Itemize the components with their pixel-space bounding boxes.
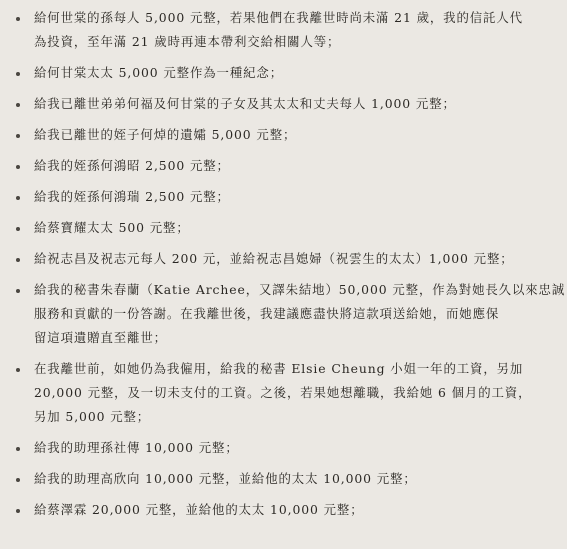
bequest-text-line: 為投資，至年滿 21 歲時再連本帶利交給相關人等； <box>34 34 341 49</box>
bullet-dot-icon <box>16 17 20 21</box>
bequest-item <box>16 498 557 522</box>
bequest-item <box>16 247 557 271</box>
bequest-text-line: 20,000 元整，及一切未支付的工資。之後，若果她想離職，我給她 6 個月的工資， <box>34 385 532 400</box>
item-spacer <box>16 209 557 216</box>
bequest-text-line: 給祝志昌及祝志元每人 200 元，並給祝志昌媳婦（祝雲生的太太）1,000 元整； <box>34 251 514 266</box>
bequest-item <box>16 357 557 429</box>
bequest-text-line: 給我的秘書朱春蘭（Katie Archee，又譯朱結地）50,000 元整，作為對她長久以來忠誠 <box>34 282 566 297</box>
bequest-text <box>34 216 557 240</box>
bequest-text-line: 給何世棠的孫每人 5,000 元整，若果他們在我離世時尚未滿 21 歲，我的信託人代 <box>34 10 523 25</box>
bequest-item <box>16 185 557 209</box>
bequest-item <box>16 123 557 147</box>
bequest-text <box>34 185 557 209</box>
bullet-dot-icon <box>16 289 20 293</box>
bequest-item <box>16 61 557 85</box>
bequest-text-line: 給蔡寶耀太太 500 元整； <box>34 220 190 235</box>
bequest-text <box>34 123 557 147</box>
bequest-text-line: 給我已離世弟弟何福及何甘棠的子女及其太太和丈夫每人 1,000 元整； <box>34 96 456 111</box>
bequest-text-line: 另加 5,000 元整； <box>34 409 151 424</box>
bequest-text <box>34 436 557 460</box>
bequest-item <box>16 216 557 240</box>
bequest-item <box>16 467 557 491</box>
bequest-text <box>34 278 565 350</box>
bequest-text-line: 給我的姪孫何鴻昭 2,500 元整； <box>34 158 230 173</box>
bullet-dot-icon <box>16 72 20 76</box>
bequest-text-line: 給我的姪孫何鴻瑞 2,500 元整； <box>34 189 230 204</box>
item-spacer <box>16 85 557 92</box>
bequest-text <box>34 61 557 85</box>
bequest-text <box>34 247 557 271</box>
item-spacer <box>16 240 557 247</box>
item-spacer <box>16 491 557 498</box>
bullet-dot-icon <box>16 478 20 482</box>
bequest-text-line: 給我已離世的姪子何焯的遺孀 5,000 元整； <box>34 127 297 142</box>
bullet-dot-icon <box>16 368 20 372</box>
bequest-text-line: 服務和貢獻的一份答謝。在我離世後，我建議應盡快將這款項送給她，而她應保 <box>34 306 500 321</box>
bequest-item <box>16 92 557 116</box>
item-spacer <box>16 178 557 185</box>
bequest-text-line: 給何甘棠太太 5,000 元整作為一種紀念； <box>34 65 284 80</box>
item-spacer <box>16 271 557 278</box>
bequest-text <box>34 467 557 491</box>
bullet-dot-icon <box>16 447 20 451</box>
bequest-item <box>16 278 566 350</box>
item-spacer <box>16 350 557 357</box>
item-spacer <box>16 54 557 61</box>
bequest-text-line: 給我的助理孫社傳 10,000 元整； <box>34 440 239 455</box>
bequest-text <box>34 498 557 522</box>
bequest-text-line: 留這項遺贈直至離世； <box>34 330 167 345</box>
item-spacer <box>16 116 557 123</box>
bequest-text <box>34 357 557 429</box>
bullet-dot-icon <box>16 134 20 138</box>
item-spacer <box>16 147 557 154</box>
bullet-dot-icon <box>16 103 20 107</box>
bullet-dot-icon <box>16 258 20 262</box>
bequest-item <box>16 436 557 460</box>
bullet-dot-icon <box>16 509 20 513</box>
bequest-text-line: 在我離世前，如她仍為我僱用，給我的秘書 Elsie Cheung 小姐一年的工資，另加 <box>34 361 524 376</box>
bequest-text <box>34 6 557 54</box>
bequest-text <box>34 154 557 178</box>
bequest-text <box>34 92 557 116</box>
item-spacer <box>16 429 557 436</box>
item-spacer <box>16 460 557 467</box>
bequest-text-line: 給我的助理高欣向 10,000 元整，並給他的太太 10,000 元整； <box>34 471 417 486</box>
bullet-dot-icon <box>16 227 20 231</box>
bequest-list <box>16 6 566 522</box>
bullet-dot-icon <box>16 196 20 200</box>
bequest-text-line: 給蔡澤霖 20,000 元整，並給他的太太 10,000 元整； <box>34 502 364 517</box>
bequest-item <box>16 6 557 54</box>
bullet-dot-icon <box>16 165 20 169</box>
bequest-item <box>16 154 557 178</box>
